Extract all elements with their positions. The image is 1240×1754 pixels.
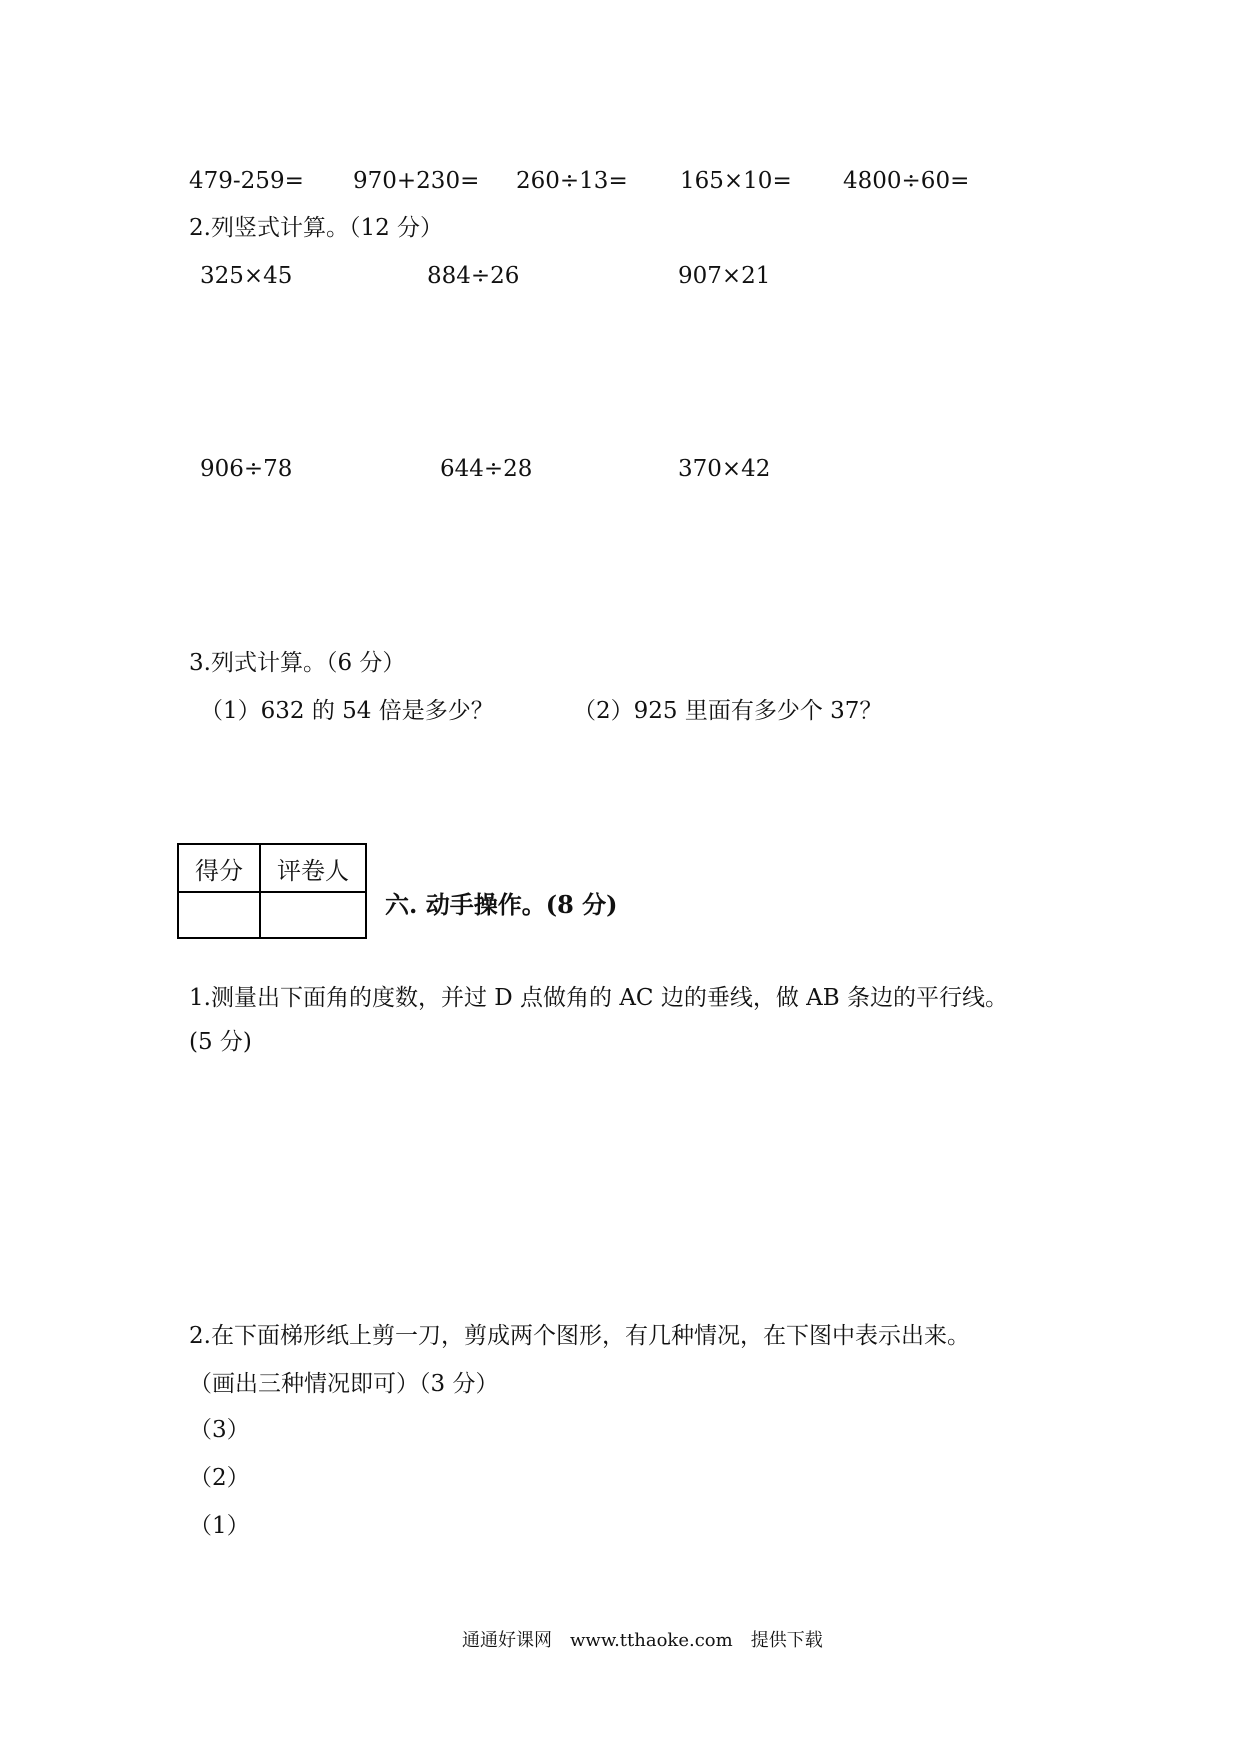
score-table [177,843,367,939]
q3-title: 3.列式计算。（6 分） [189,650,406,676]
option-2-label: （2） [189,1465,250,1491]
oral-calc-3: 260÷13= [516,168,628,194]
footer: 通通好课网 www.tthaoke.com 提供下载 [462,1630,823,1651]
grader-cell[interactable] [260,892,366,938]
q2-row2-item-2: 644÷28 [440,456,533,482]
q2-row1-item-1: 325×45 [200,263,293,289]
q2-row1-item-2: 884÷26 [427,263,520,289]
q3-item-1: （1）632 的 54 倍是多少？ [200,698,494,724]
oral-calc-4: 165×10= [680,168,792,194]
q3-item-2: （2）925 里面有多少个 37？ [573,698,883,724]
q2-row2-item-3: 370×42 [678,456,771,482]
grader-header: 评卷人 [260,844,366,892]
oral-calc-2: 970+230= [353,168,480,194]
q2-row1-item-3: 907×21 [678,263,771,289]
section6-p1-line1: 1.测量出下面角的度数，并过 D 点做角的 AC 边的垂线，做 AB 条边的平行线。 [189,985,1008,1011]
section6-p2-line1: 2.在下面梯形纸上剪一刀，剪成两个图形，有几种情况，在下图中表示出来。 [189,1323,970,1349]
score-header: 得分 [178,844,260,892]
section6-p2-line2: （画出三种情况即可）（3 分） [189,1371,499,1397]
section6-title: 六. 动手操作。(8 分) [385,890,618,919]
option-1-label: （1） [189,1513,250,1539]
q2-row2-item-1: 906÷78 [200,456,293,482]
q2-title: 2.列竖式计算。（12 分） [189,215,444,241]
score-cell[interactable] [178,892,260,938]
option-3-label: （3） [189,1417,250,1443]
oral-calc-5: 4800÷60= [843,168,970,194]
oral-calc-1: 479-259= [189,168,304,194]
section6-p1-line2: (5 分) [189,1029,252,1055]
